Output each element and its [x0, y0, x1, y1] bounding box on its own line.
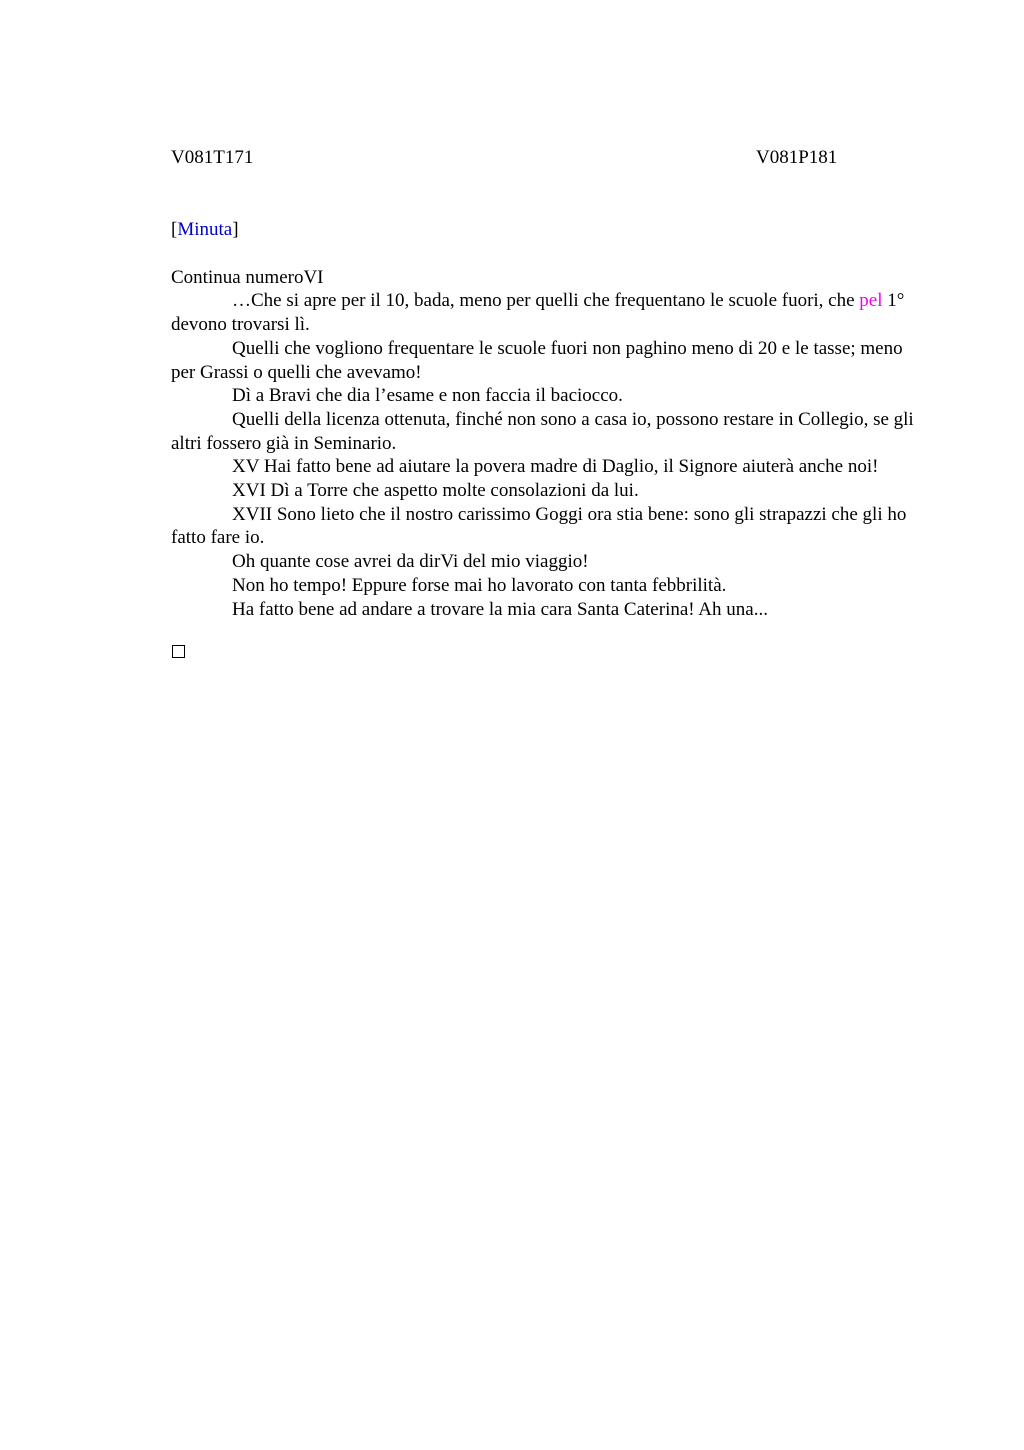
paragraph-1-start: …Che si apre per il 10, bada, meno per quelli che frequentano le scuole fuori, che [232, 290, 860, 312]
close-bracket: ] [232, 219, 239, 240]
minuta-word: Minuta [177, 219, 233, 240]
open-bracket: [ [171, 219, 178, 240]
continua-line: Continua numeroVI [171, 266, 324, 288]
right-code: V081P181 [756, 147, 838, 168]
pel-word: pel [859, 290, 883, 312]
paragraph-7: XVII Sono lieto che il nostro carissimo Goggi ora stia bene: sono gli strapazzi che gli ho fatto fare io. [171, 503, 907, 549]
end-square-icon [172, 645, 185, 658]
paragraph-8: Oh quante cose avrei da dirVi del mio viaggio! [232, 551, 589, 573]
header-row [171, 146, 931, 170]
paragraph-10: Ha fatto bene ad andare a trovare la mia cara Santa Caterina! Ah una... [232, 598, 768, 620]
minuta-label [171, 218, 931, 242]
paragraph-2: Quelli che vogliono frequentare le scuole fuori non paghino meno di 20 e le tasse; meno per Grassi o quelli che avevamo! [171, 337, 903, 383]
paragraph-4: Quelli della licenza ottenuta, finché non sono a casa io, possono restare in Collegio, se gli altri fossero già in Seminario. [171, 408, 914, 454]
paragraph-1-end: 1° devono trovarsi lì. [171, 290, 905, 336]
document-page [171, 146, 931, 658]
left-code: V081T171 [171, 147, 254, 168]
paragraph-3: Dì a Bravi che dia l’esame e non faccia il baciocco. [232, 385, 623, 407]
paragraph-5: XV Hai fatto bene ad aiutare la povera madre di Daglio, il Signore aiuterà anche noi! [232, 456, 879, 478]
paragraph-6: XVI Dì a Torre che aspetto molte consolazioni da lui. [232, 480, 639, 502]
paragraph-9: Non ho tempo! Eppure forse mai ho lavorato con tanta febbrilità. [232, 574, 727, 596]
paragraph-1 [171, 289, 931, 336]
